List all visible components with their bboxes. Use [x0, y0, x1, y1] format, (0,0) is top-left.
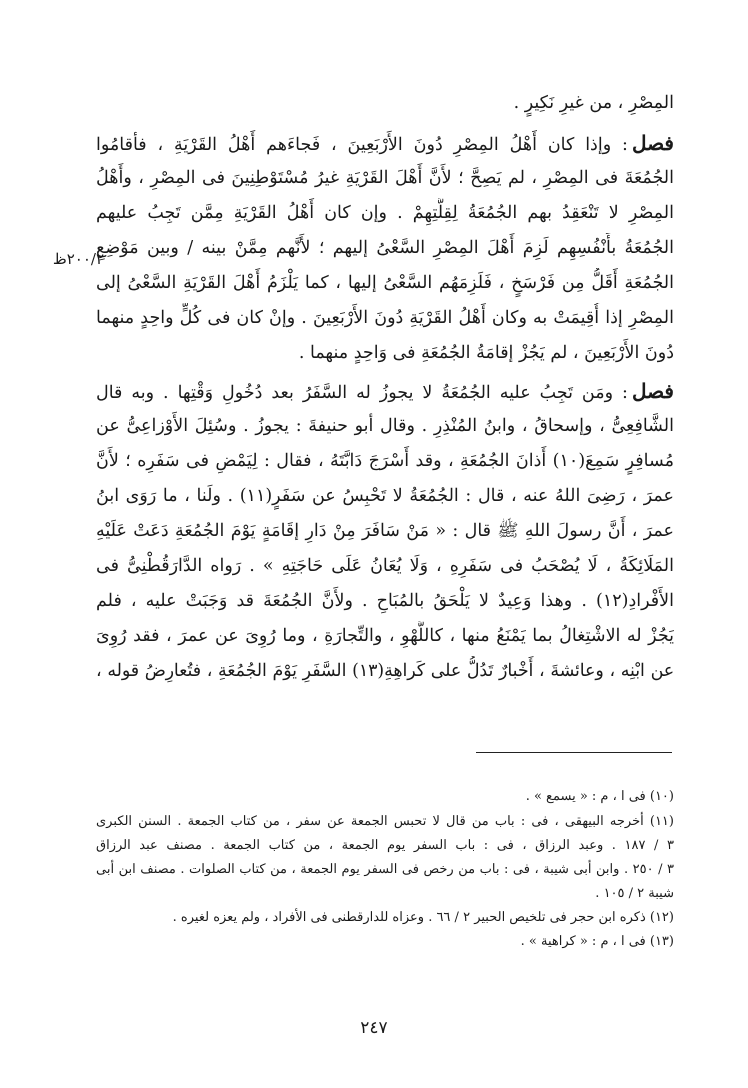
footnote: [96, 883, 674, 905]
text-line: [96, 88, 674, 118]
text-line: [96, 233, 674, 263]
line-text: : وإذا كان أَهْلُ المِصْرِ دُونَ الأَرْبَعِينَ ، فَجاءَهم أَهْلُ القَرْيَةِ ، فأقامُوا: [96, 135, 628, 155]
text-line: [96, 303, 674, 333]
footnote-text: (١٢) ذكره ابن حجر فى تلخيص الحبير ٢ / ٦٦ . وعزاه للدارقطنى فى الأفراد ، ولم يعزه لغيره .: [172, 910, 674, 925]
text-line: [96, 198, 674, 228]
footnote-text: (١١) أخرجه البيهقى ، فى : باب من قال لا تحبس الجمعة عن سفر ، من كتاب الجمعة . السنن الكبرى: [96, 814, 674, 829]
line-text: المِصْرِ إذا أُقِيمَتْ به وكان أَهْلُ القَرْيَةِ دُونَ الأَرْبَعِينَ . وإنْ كان فى كُلٍّ واحِدٍ منهما: [96, 308, 674, 328]
footnote: [96, 859, 674, 881]
text-line: [96, 376, 674, 406]
footnote: [96, 835, 674, 857]
line-text: الشَّافِعِىُّ ، وإسحاقُ ، وابنُ المُنْذِرِ . وقال أبو حنيفةَ : يجوزُ . وسُئِلَ الأَوْزاعِىُّ عن: [96, 416, 674, 436]
text-line: [96, 586, 674, 616]
footnote: [96, 786, 674, 808]
text-line: [96, 268, 674, 298]
line-text: يَجُزْ له الاشْتِغالُ بما يَمْنَعُ منها ، كاللَّهْوِ ، والتِّجارَةِ ، وما رُوِىَ عن عمرَ ، فقد رُوِىَ: [96, 626, 674, 646]
line-text: الجُمُعَةَ فى المِصْرِ ، لم يَصِحَّ ؛ لأَنَّ أَهْلَ القَرْيَةِ غيرُ مُسْتَوْطِنِينَ فى المِصْرِ ، وأَهْلُ: [96, 168, 674, 188]
footnote-text: ٣ / ١٨٧ . وعبد الرزاق ، فى : باب السفر يوم الجمعة ، من كتاب الجمعة . مصنف عبد الرزاق: [96, 838, 674, 853]
footnote-text: شيبة ٢ / ١٠٥ .: [595, 886, 674, 901]
line-text: عمرَ ، رَضِىَ اللهُ عنه ، قال : الجُمُعَةُ لا تَحْبِسُ عن سَفَرٍ(١١) . ولَنا ، ما رَوَى ابنُ: [96, 486, 674, 506]
line-text: عمرَ ، أَنَّ رسولَ اللهِ ﷺ قال : « مَنْ سَافَرَ مِنْ دَارِ إقَامَةٍ يَوْمَ الجُمُعَةِ دَعَتْ عَلَيْهِ: [96, 521, 674, 541]
footnote: [96, 907, 674, 929]
page-number: ٢٤٧: [360, 1018, 388, 1038]
text-line: [96, 411, 674, 441]
line-text: عن ابْنِه ، وعائشةَ ، أَخْبارٌ تَدُلُّ على كَراهِةِ(١٣) السَّفَرِ يَوْمَ الجُمُعَةِ ، فتُعارِضُ قوله ،: [96, 661, 674, 681]
footnote-text: (١٣) فى ا ، م : « كراهية » .: [520, 934, 674, 949]
line-text: الأَفْرادِ(١٢) . وهذا وَعِيدٌ لا يَلْحَقُ بالمُبَاحِ . ولأَنَّ الجُمُعَةَ قد وَجَبَتْ عليه ، فلم: [96, 591, 674, 611]
text-line: [96, 128, 674, 158]
text-line: [96, 163, 674, 193]
margin-folio-note: ٢٠٠/٢ظ: [52, 250, 104, 268]
text-line: [96, 656, 674, 686]
line-text: المَلَائِكَةُ ، لَا يُصْحَبُ فى سَفَرِهِ ، وَلَا يُعَانُ عَلَى حَاجَتِهِ » . رَواه الدَّارَقُطْنِىُّ فى: [96, 556, 674, 576]
line-text: الجُمُعَةِ أَقَلُّ مِن فَرْسَخٍ ، فَلَزِمَهُم السَّعْىُ إليها ، كما يَلْزَمُ أَهْلَ القَرْيَةِ السَّعْىُ إلى: [96, 273, 674, 293]
text-line: [96, 621, 674, 651]
section-keyword: فصل: [631, 379, 674, 403]
line-text: المِصْرِ لا تَنْعَقِدُ بهم الجُمُعَةُ لِقِلَّتِهِمْ . وإن كان أَهْلُ القَرْيَةِ مِمَّن تَجِبُ عليهم: [96, 203, 674, 223]
footnote: [96, 931, 674, 953]
line-text: المِصْرِ ، من غيرِ نَكِيرٍ .: [513, 93, 674, 113]
text-line: [96, 481, 674, 511]
text-line: [96, 551, 674, 581]
text-line: [96, 338, 674, 368]
text-line: [96, 516, 674, 546]
footnote-text: ٣ / ٢٥٠ . وابن أبى شيبة ، فى : باب من رخص فى السفر يوم الجمعة ، من كتاب الصلوات . مصنف ابن أبى: [96, 862, 674, 877]
footnote: [96, 811, 674, 833]
line-text: : ومَن تَجِبُ عليه الجُمُعَةُ لا يجوزُ له السَّفَرُ بعد دُخُولِ وَقْتِها . وبه قال: [96, 383, 628, 403]
text-line: [96, 446, 674, 476]
line-text: دُونَ الأَرْبَعِينَ ، لم يَجُزْ إقامَةُ الجُمُعَةِ فى وَاحِدٍ منهما .: [298, 343, 674, 363]
line-text: مُسافِرٍ سَمِعَ(١٠) أَذانَ الجُمُعَةِ ، وقد أَسْرَجَ دَابَّتَهُ ، فقال : لِيَمْضِ فى سَفَرِه ؛ لأَنَّ: [96, 451, 674, 471]
footnote-divider: [476, 752, 672, 753]
footnote-text: (١٠) فى ا ، م : « يسمع » .: [525, 789, 674, 804]
section-keyword: فصل: [631, 131, 674, 155]
line-text: الجُمُعَةُ بأَنْفُسِهِم لَزِمَ أَهْلَ المِصْرِ السَّعْىُ إليهم ؛ لأَنَّهم مِمَّنْ بينه / وبين مَوْضِعِ: [96, 238, 674, 258]
